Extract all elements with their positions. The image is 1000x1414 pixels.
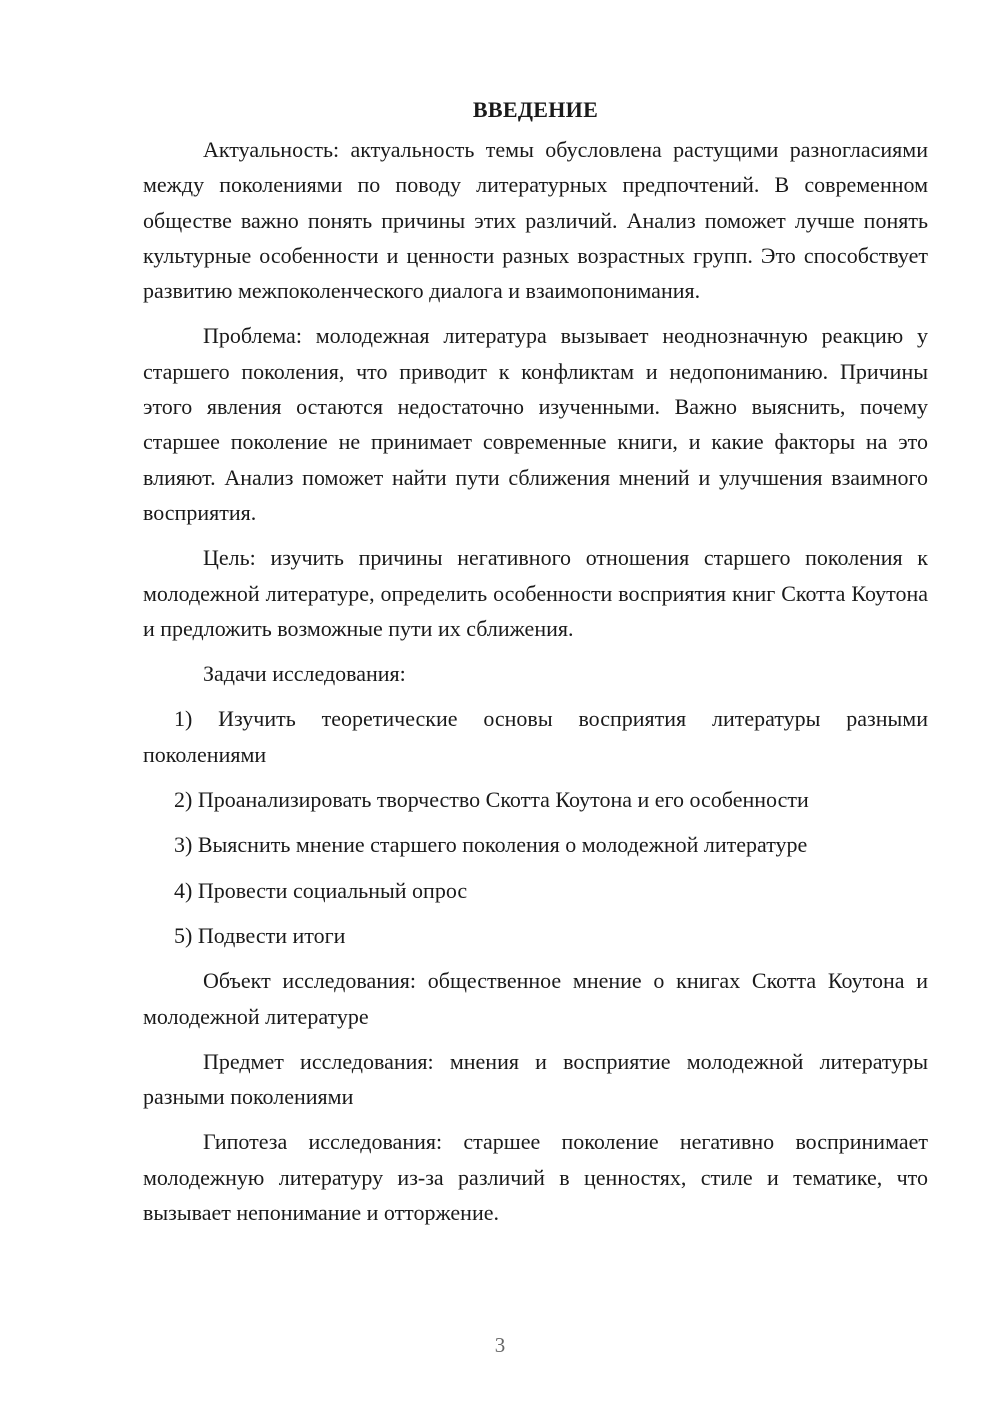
hypothesis-paragraph: Гипотеза исследования: старшее поколение негативно воспринимает молодежную литературу из-за различий в ценностях, стиле и тематике, что вызывает непонимание и отторжение.: [143, 1129, 928, 1226]
task-item-1: 1) Изучить теоретические основы восприятия литературы разными поколениями: [143, 706, 928, 767]
tasks-heading: Задачи исследования:: [203, 661, 406, 687]
object-paragraph: Объект исследования: общественное мнение о книгах Скотта Коутона и молодежной литературе: [143, 968, 928, 1029]
document-page: [143, 92, 928, 1240]
task-item-4: 4) Провести социальный опрос: [174, 877, 468, 903]
relevance-paragraph: Актуальность: актуальность темы обусловлена растущими разногласиями между поколениями по поводу литературных предпочтений. В современном обществе важно понять причины этих различий. Анализ поможет лучше понять культурные особенности и ценности разных возрастных групп. Это способствует развитию межпоколенческого диалога и взаимопонимания.: [143, 137, 928, 304]
goal-paragraph: Цель: изучить причины негативного отношения старшего поколения к молодежной литературе, определить особенности восприятия книг Скотта Коутона и предложить возможные пути их сближения.: [143, 545, 928, 641]
subject-paragraph: Предмет исследования: мнения и восприятие молодежной литературы разными поколениями: [143, 1048, 928, 1110]
task-item-5: 5) Подвести итоги: [174, 922, 346, 948]
page-number: 3: [494, 1333, 506, 1357]
problem-paragraph: Проблема: молодежная литература вызывает неоднозначную реакцию у старшего поколения, что приводит к конфликтам и недопониманию. Причины этого явления остаются недостаточно изученными. Важно выяснить, почему старшее поколение не принимает современные книги, и какие факторы на это влияют. Анализ поможет найти пути сближения мнений и улучшения взаимного восприятия.: [143, 323, 928, 525]
task-item-3: 3) Выяснить мнение старшего поколения о молодежной литературе: [174, 832, 808, 858]
tasks-list: [143, 701, 928, 953]
task-item-2: 2) Проанализировать творчество Скотта Коутона и его особенности: [174, 787, 809, 813]
section-title: ВВЕДЕНИЕ: [472, 97, 599, 122]
